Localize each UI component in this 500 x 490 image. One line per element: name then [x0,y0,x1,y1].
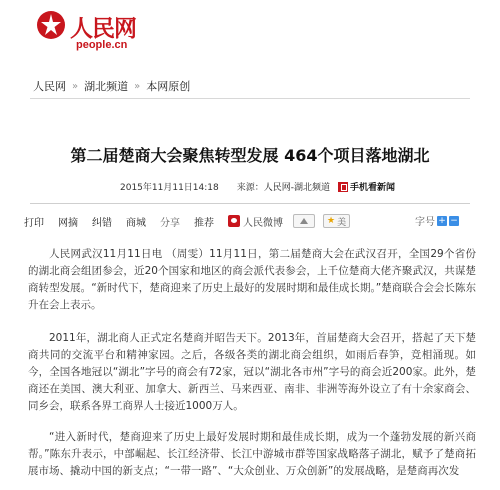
article-body [28,246,476,490]
breadcrumb-item-hubei[interactable]: 湖北频道 [84,80,129,93]
people-logo[interactable] [36,8,176,56]
source-label: 来源： [236,183,264,193]
web-digest-button[interactable]: 网摘 [58,217,78,229]
star-icon: ★ [327,216,336,226]
favorite-button[interactable] [323,214,350,228]
recommend-button[interactable]: 推荐 [194,217,214,229]
article-paragraph: 2011年，湖北商人正式定名楚商并昭告天下。2013年，首届楚商大会召开，搭起了天下楚商共同的交流平台和精神家园。之后，各级各类的湖北商会组织，如雨后春笋，竞相涌现。如今，全国各地冠以“湖北”字号的商会有72家，冠以“湖北各市州”字号的商会近200家。此外，楚商还在美国、澳大利亚、加拿大、新西兰、马来西亚、南非、非洲等海外设立了有十余家商会、同乡会，联系各界工商界人士接近1000万人。 [28,332,476,412]
breadcrumb [33,78,190,94]
article-meta [120,180,395,193]
share-label: 分享 [160,217,180,229]
weibo-icon [228,215,240,227]
breadcrumb-separator: » [134,80,141,92]
divider [30,98,470,99]
favorite-label: 美 [337,217,347,228]
report-error-button[interactable]: 纠错 [92,217,112,229]
people-logo-icon [36,10,66,40]
font-size-control [415,213,459,228]
print-button[interactable]: 打印 [24,217,44,229]
mobile-news-link[interactable]: 手机看新闻 [350,183,396,193]
mobile-phone-icon [338,182,348,192]
article-paragraph: 人民网武汉11月11日电 （周雯）11月11日，第二届楚商大会在武汉召开，全国29个省份的湖北商会组团参会，近20个国家和地区的商会派代表参会，上千位楚商大佬齐聚武汉，共谋楚商转型发展。“新时代下，楚商迎来了历史上最好的发展时期和最佳成长期。”楚商联合会会长陈东升在会上表示。 [28,248,476,311]
weibo-label: 人民微博 [243,217,283,229]
logo-name: 人民网 [70,15,136,42]
article-title: 第二届楚商大会聚焦转型发展 464个项目落地湖北 [70,146,430,165]
share-icon [299,217,309,225]
breadcrumb-separator: » [72,80,79,92]
font-increase-button[interactable]: + [438,215,446,226]
mall-button[interactable]: 商城 [126,217,146,229]
divider [30,203,470,204]
article-paragraph: “进入新时代，楚商迎来了历史上最好发展时期和最佳成长期，成为一个蓬勃发展的新兴商帮。”陈东升表示，中部崛起、长江经济带、长江中游城市群等国家战略落子湖北，赋予了楚商拓展市场、撬动中国的新支点；“一带一路”、“大众创业、万众创新”的发展战略，是楚商再次发 [28,431,476,477]
font-size-label: 字号 [415,217,435,228]
font-decrease-button[interactable]: − [450,215,458,226]
breadcrumb-item-original[interactable]: 本网原创 [146,80,191,93]
logo-url: people.cn [76,39,128,51]
share-more-button[interactable] [293,214,315,228]
breadcrumb-item-people[interactable]: 人民网 [33,80,66,93]
article-toolbar [24,213,350,229]
weibo-share-button[interactable] [228,214,283,229]
article-source-link[interactable]: 人民网-湖北频道 [263,183,331,193]
article-datetime: 2015年11月11日14:18 [120,183,219,193]
